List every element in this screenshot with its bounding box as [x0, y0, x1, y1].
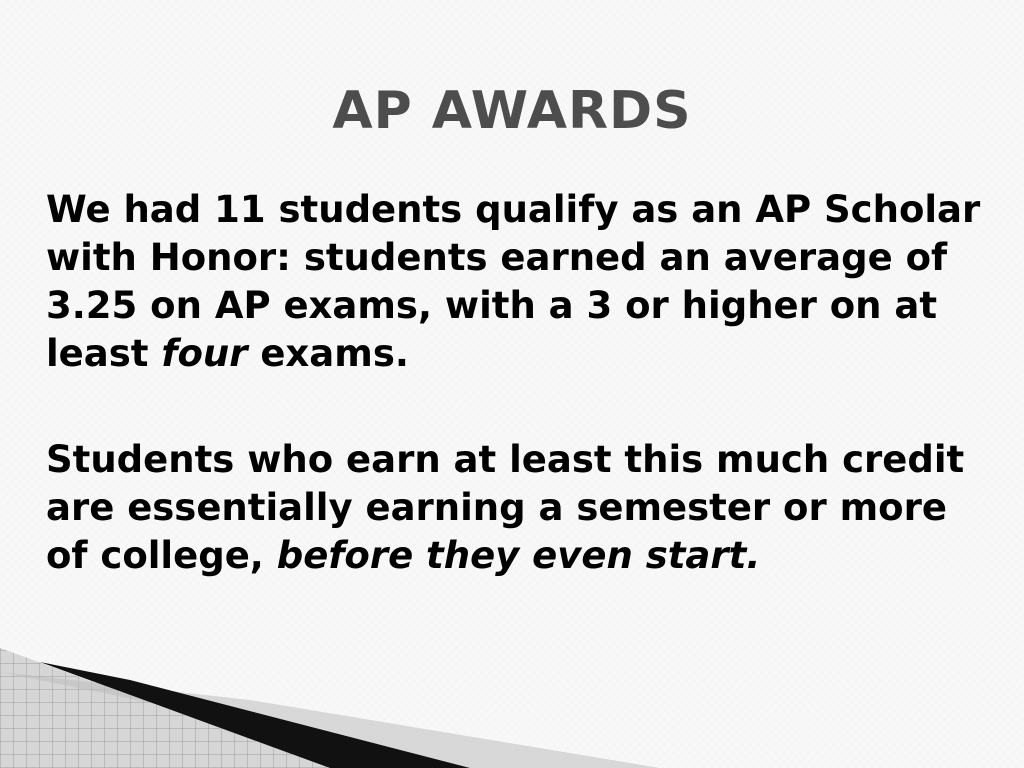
dark-sweep [40, 662, 470, 768]
paragraph-honor-scholars-emphasis: four [161, 332, 248, 375]
paragraph-honor-scholars [46, 186, 996, 378]
paragraph-college-credit-text: Students who earn at least this much credit are essentially earning a semester or more of college, [46, 438, 965, 577]
paragraph-honor-scholars-end: exams. [247, 332, 409, 375]
paragraph-college-credit-emphasis: before they even start. [276, 534, 761, 577]
grid-wedge [0, 648, 330, 768]
slide-title: AP AWARDS [332, 81, 692, 141]
light-sweep [0, 672, 660, 768]
paragraph-college-credit [46, 436, 996, 580]
paragraph-honor-scholars-text: We had 11 students qualify as an AP Scholar with Honor: students earned an average of 3.25 on AP exams, with a 3 or higher on at least [46, 188, 981, 375]
